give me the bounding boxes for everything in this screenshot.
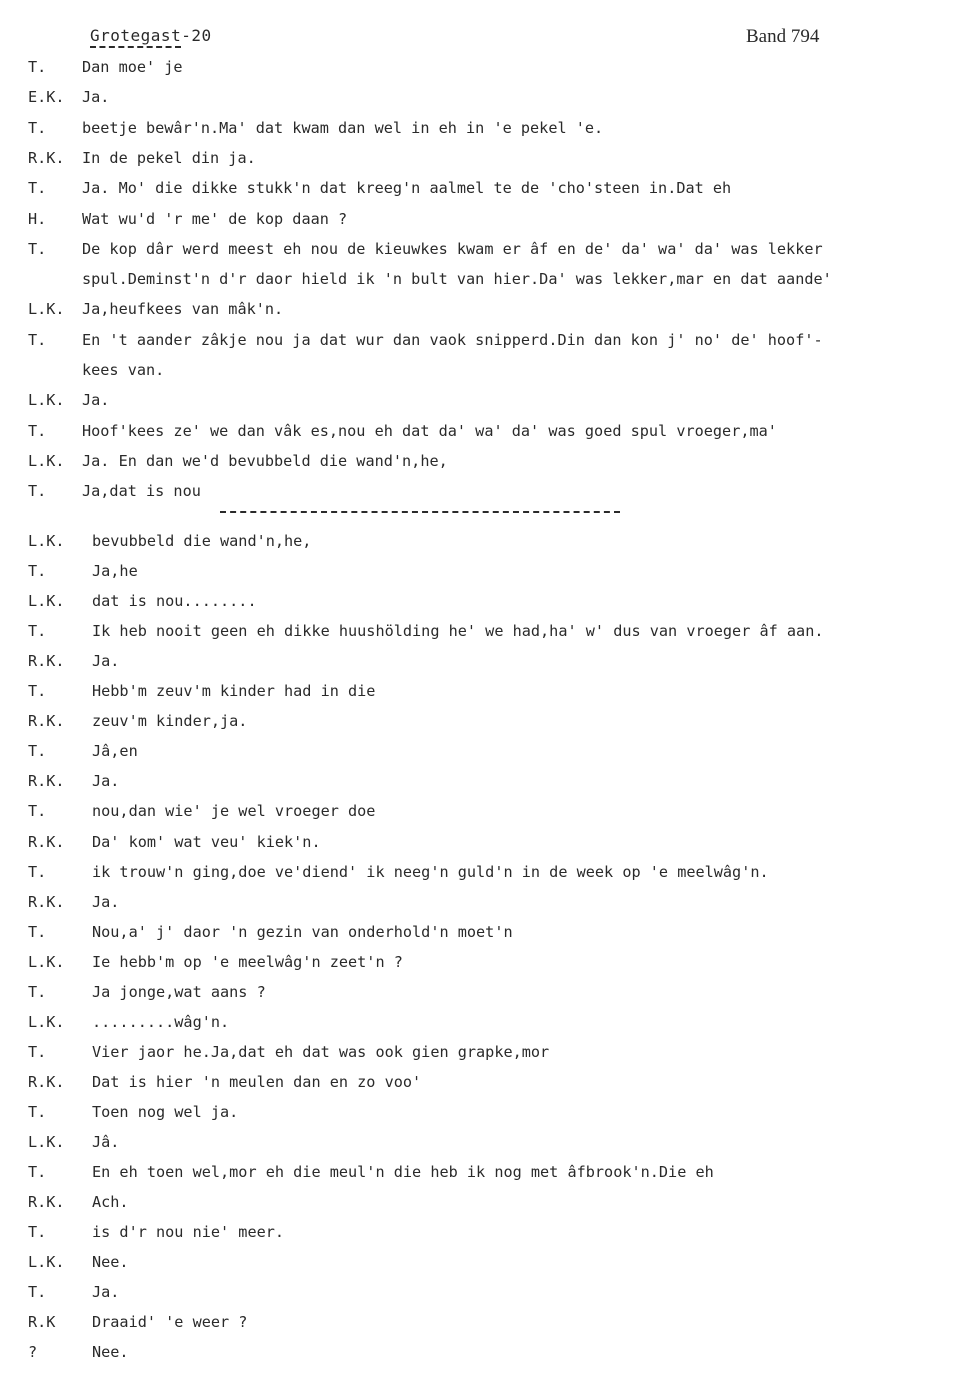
title-number: -20	[181, 26, 212, 45]
utterance-text: Ik heb nooit geen eh dikke huushölding he' we had,ha' w' dus van vroeger âf aan.	[92, 622, 824, 641]
speaker-label: R.K.	[28, 832, 65, 851]
speaker-label: L.K.	[28, 1253, 65, 1272]
speaker-label: T.	[28, 862, 47, 881]
utterance-text: En 't aander zâkje nou ja dat wur dan vaok snipperd.Din dan kon j' no' de' hoof'-	[82, 330, 823, 349]
utterance-text: Da' kom' wat veu' kiek'n.	[92, 832, 321, 851]
utterance-text: Nee.	[92, 1253, 129, 1272]
speaker-label: L.K.	[28, 1012, 65, 1031]
utterance-text: Vier jaor he.Ja,dat eh dat was ook gien grapke,mor	[92, 1042, 550, 1061]
utterance-text: Jâ.	[92, 1133, 120, 1151]
band-number: Band 794	[746, 26, 820, 47]
speaker-label: T.	[28, 562, 47, 581]
speaker-label: T.	[28, 1283, 47, 1302]
utterance-text: Ja jonge,wat aans ?	[92, 982, 266, 1001]
speaker-label: R.K.	[28, 148, 65, 167]
utterance-text: bevubbeld die wand'n,he,	[92, 532, 312, 550]
speaker-label: R.K.	[28, 1193, 65, 1212]
speaker-label: T.	[28, 1163, 47, 1182]
speaker-label: ?	[28, 1343, 38, 1362]
utterance-text: Ja.	[92, 892, 120, 911]
speaker-label: T.	[28, 682, 47, 701]
speaker-label: T.	[28, 622, 47, 641]
utterance-text: Toen nog wel ja.	[92, 1102, 239, 1121]
speaker-label: L.K.	[28, 391, 65, 410]
speaker-label: E.K.	[28, 88, 65, 107]
speaker-label: T.	[28, 1042, 47, 1061]
speaker-label: L.K.	[28, 532, 65, 550]
speaker-label: L.K.	[28, 592, 65, 611]
speaker-label: L.K.	[28, 451, 65, 470]
utterance-text: Ja.	[92, 772, 120, 791]
speaker-label: T.	[28, 982, 47, 1001]
utterance-text: Ach.	[92, 1193, 129, 1212]
utterance-text: Ja. Mo' die dikke stukk'n dat kreeg'n aalmel te de 'cho'steen in.Dat eh	[82, 179, 732, 198]
utterance-text: kees van.	[82, 361, 165, 379]
utterance-text: Dat is hier 'n meulen dan en zo voo'	[92, 1072, 422, 1091]
utterance-text: dat is nou........	[92, 592, 257, 611]
utterance-text: Ja,he	[92, 562, 138, 581]
utterance-text: .........wâg'n.	[92, 1012, 230, 1031]
speaker-label: T.	[28, 1223, 47, 1242]
utterance-text: De kop dâr werd meest eh nou de kieuwkes kwam er âf en de' da' wa' da' was lekker	[82, 239, 823, 258]
speaker-label: R.K.	[28, 652, 65, 671]
title-place: Grotegast	[90, 26, 181, 48]
utterance-text: Wat wu'd 'r me' de kop daan ?	[82, 209, 348, 228]
utterance-text: zeuv'm kinder,ja.	[92, 712, 248, 731]
utterance-text: Ja,dat is nou	[82, 482, 201, 501]
speaker-label: T.	[28, 802, 47, 821]
speaker-label: T.	[28, 1102, 47, 1121]
speaker-label: R.K.	[28, 1072, 65, 1091]
utterance-text: Ja. En dan we'd bevubbeld die wand'n,he,	[82, 451, 448, 470]
utterance-text: is d'r nou nie' meer.	[92, 1223, 285, 1242]
utterance-text: En eh toen wel,mor eh die meul'n die heb ik nog met âfbrook'n.Die eh	[92, 1163, 714, 1182]
utterance-text: Hebb'm zeuv'm kinder had in die	[92, 682, 376, 701]
speaker-label: T.	[28, 330, 47, 349]
speaker-label: T.	[28, 482, 47, 501]
speaker-label: R.K.	[28, 772, 65, 791]
utterance-text: Draaid' 'e weer ?	[92, 1313, 248, 1332]
utterance-text: Nou,a' j' daor 'n gezin van onderhold'n moet'n	[92, 922, 513, 941]
speaker-label: T.	[28, 239, 47, 258]
speaker-label: R.K.	[28, 892, 65, 911]
speaker-label: T.	[28, 922, 47, 941]
speaker-label: T.	[28, 421, 47, 440]
speaker-label: L.K.	[28, 300, 65, 319]
utterance-text: Ja.	[82, 391, 110, 410]
speaker-label: T.	[28, 118, 47, 137]
utterance-text: nou,dan wie' je wel vroeger doe	[92, 802, 376, 821]
speaker-label: R.K	[28, 1313, 56, 1332]
speaker-label: R.K.	[28, 712, 65, 731]
document-title	[90, 26, 212, 45]
speaker-label: T.	[28, 179, 47, 198]
utterance-text: Ja.	[82, 88, 110, 107]
utterance-text: ik trouw'n ging,doe ve'diend' ik neeg'n guld'n in de week op 'e meelwâg'n.	[92, 862, 769, 881]
speaker-label: T.	[28, 58, 47, 76]
utterance-text: Ie hebb'm op 'e meelwâg'n zeet'n ?	[92, 952, 403, 971]
utterance-text: Dan moe' je	[82, 58, 183, 76]
utterance-text: spul.Deminst'n d'r daor hield ik 'n bult van hier.Da' was lekker,mar en dat aande'	[82, 270, 832, 289]
utterance-text: Ja.	[92, 1283, 120, 1302]
utterance-text: beetje bewâr'n.Ma' dat kwam dan wel in eh in 'e pekel 'e.	[82, 118, 604, 137]
utterance-text: Jâ,en	[92, 742, 138, 761]
speaker-label: H.	[28, 209, 47, 228]
speaker-label: L.K.	[28, 952, 65, 971]
utterance-text: In de pekel din ja.	[82, 148, 256, 167]
utterance-text: Ja.	[92, 652, 120, 671]
utterance-text: Ja,heufkees van mâk'n.	[82, 300, 284, 319]
speaker-label: L.K.	[28, 1133, 65, 1151]
utterance-text: Hoof'kees ze' we dan vâk es,nou eh dat da' wa' da' was goed spul vroeger,ma'	[82, 421, 777, 440]
speaker-label: T.	[28, 742, 47, 761]
section-separator	[220, 511, 620, 513]
utterance-text: Nee.	[92, 1343, 129, 1362]
